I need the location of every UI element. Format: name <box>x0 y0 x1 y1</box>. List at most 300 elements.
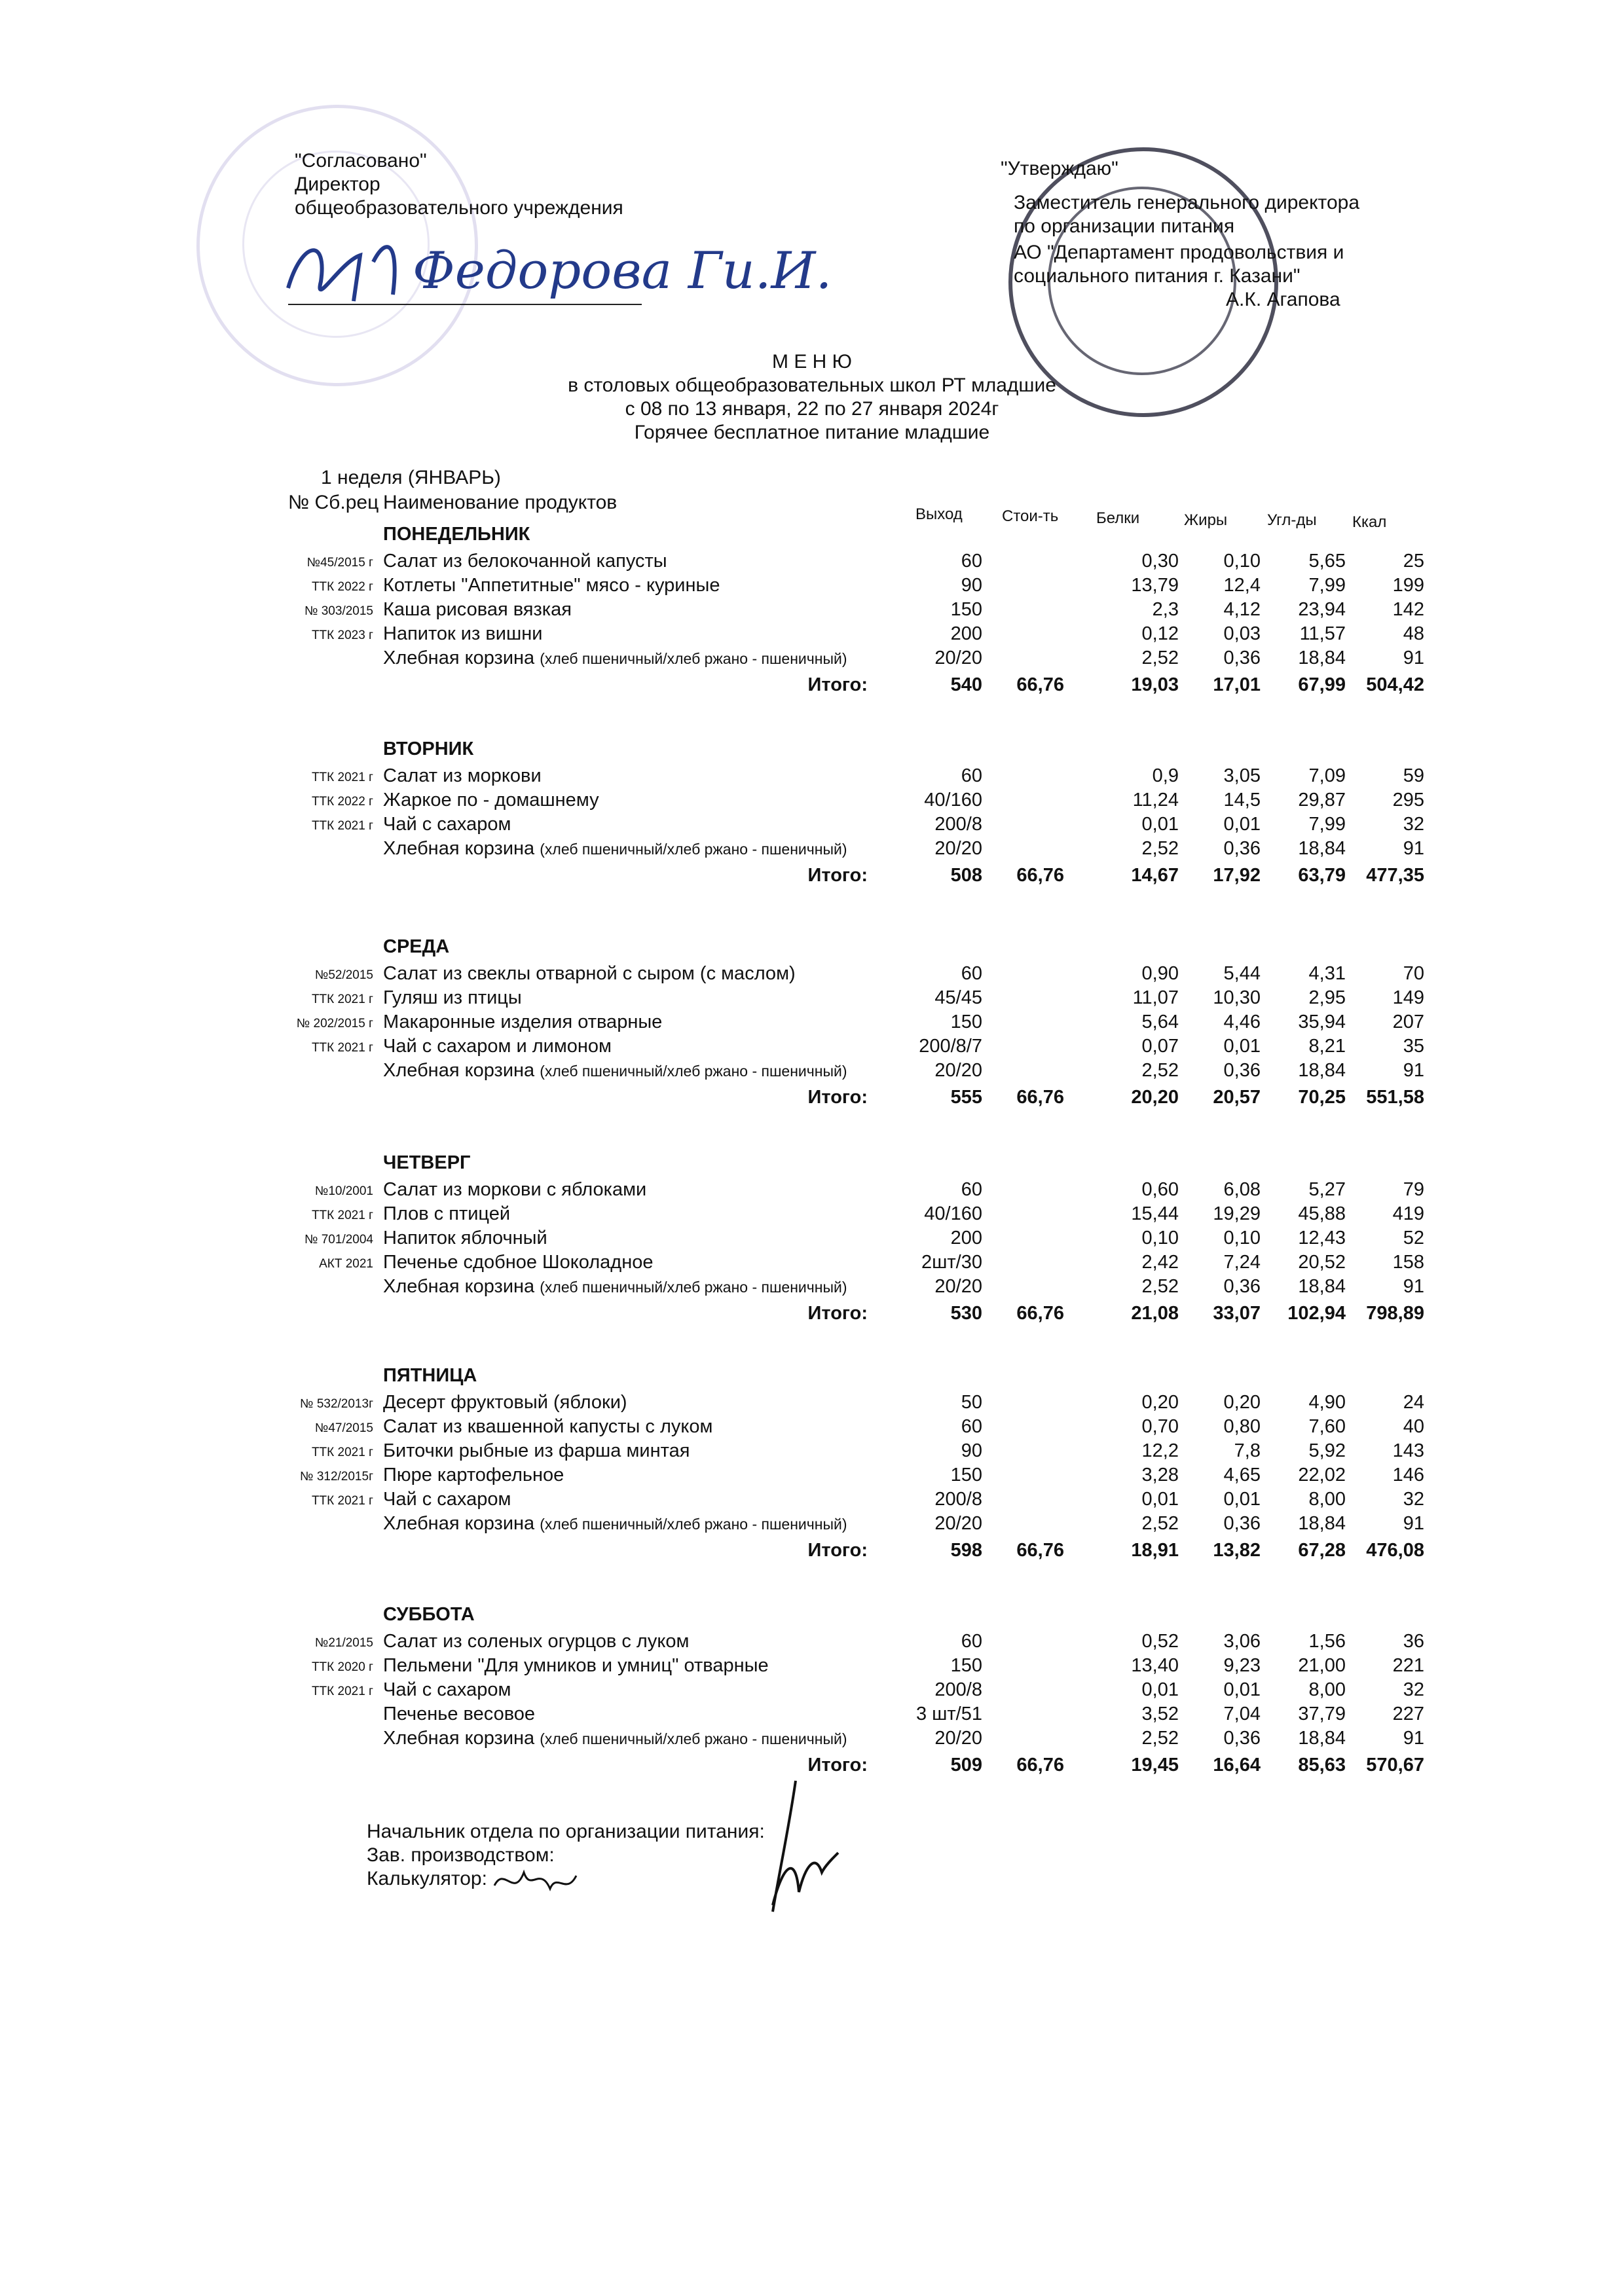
kcal: 48 <box>1403 623 1424 644</box>
col-b: Белки <box>1096 509 1140 527</box>
menu-row <box>0 987 1624 1011</box>
carbs: 22,02 <box>1298 1465 1346 1485</box>
fats: 0,01 <box>1223 1489 1261 1510</box>
recipe-code: ТТК 2020 г <box>311 1660 373 1674</box>
dish-title: Салат из квашенной капусты с луком <box>383 1416 713 1437</box>
col-out: Выход <box>915 505 963 523</box>
proteins: 2,52 <box>1141 1513 1179 1534</box>
proteins: 0,12 <box>1141 623 1179 644</box>
recipe-code: ТТК 2021 г <box>311 993 373 1006</box>
output: 60 <box>961 963 982 984</box>
fats: 19,29 <box>1213 1203 1261 1224</box>
menu-row <box>0 1728 1624 1751</box>
dish-note: (хлеб пшеничный/хлеб ржано - пшеничный) <box>540 650 847 667</box>
kcal: 419 <box>1392 1203 1424 1224</box>
dish-name <box>383 623 542 645</box>
recipe-code: № 202/2015 г <box>296 1017 373 1030</box>
menu-row <box>0 765 1624 789</box>
col-k: Ккал <box>1352 513 1387 531</box>
kcal: 70 <box>1403 963 1424 984</box>
carbs: 29,87 <box>1298 790 1346 811</box>
dish-title: Чай с сахаром <box>383 1489 511 1510</box>
proteins: 11,24 <box>1132 790 1179 811</box>
fats: 4,46 <box>1223 1011 1261 1032</box>
approval-right-line5: социального питания г. Казани" <box>1014 265 1301 287</box>
dish-title: Пельмени "Для умников и умниц" отварные <box>383 1655 769 1676</box>
fats: 0,01 <box>1223 814 1261 835</box>
calculator-signature <box>491 1859 589 1905</box>
dish-title: Котлеты "Аппетитные" мясо - куриные <box>383 575 720 596</box>
fats: 5,44 <box>1223 963 1261 984</box>
output: 150 <box>950 1011 982 1032</box>
dish-note: (хлеб пшеничный/хлеб ржано - пшеничный) <box>540 1516 847 1533</box>
fats: 0,36 <box>1223 838 1261 859</box>
proteins: 0,01 <box>1141 814 1179 835</box>
output: 200 <box>950 623 982 644</box>
total-fats: 16,64 <box>1213 1755 1261 1776</box>
total-proteins: 19,45 <box>1131 1755 1179 1776</box>
fats: 0,36 <box>1223 647 1261 668</box>
approval-right-line2: Заместитель генерального директора <box>1014 192 1360 213</box>
total-output: 598 <box>950 1540 982 1561</box>
recipe-code: №45/2015 г <box>306 556 373 570</box>
recipe-code: ТТК 2021 г <box>311 771 373 784</box>
carbs: 4,31 <box>1308 963 1346 984</box>
total-row <box>0 1540 1624 1563</box>
total-cost: 66,76 <box>1016 1303 1064 1324</box>
total-carbs: 70,25 <box>1298 1087 1346 1108</box>
dish-title: Печенье сдобное Шоколадное <box>383 1252 654 1273</box>
recipe-code: №52/2015 <box>314 968 373 982</box>
total-output: 508 <box>950 865 982 886</box>
kcal: 32 <box>1403 1679 1424 1700</box>
dish-title: Салат из соленых огурцов с луком <box>383 1631 690 1652</box>
dish-name <box>383 1392 627 1413</box>
dish-name <box>383 1631 689 1652</box>
fats: 9,23 <box>1223 1655 1261 1676</box>
menu-row <box>0 1203 1624 1227</box>
dish-name <box>383 1513 847 1535</box>
dish-name <box>383 1228 547 1249</box>
footer-line1: Начальник отдела по организации питания: <box>367 1821 765 1842</box>
dish-name <box>383 1203 510 1225</box>
kcal: 142 <box>1392 599 1424 620</box>
recipe-code: АКТ 2021 <box>319 1257 373 1271</box>
output: 20/20 <box>934 838 982 859</box>
dish-title: Салат из белокочанной капусты <box>383 551 667 572</box>
title-line1: М Е Н Ю <box>772 351 852 373</box>
title-line4: Горячее бесплатное питание младшие <box>634 422 990 443</box>
footer-signature <box>733 1774 930 1918</box>
total-kcal: 570,67 <box>1366 1755 1424 1776</box>
total-label: Итого: <box>807 865 868 886</box>
day-heading: СРЕДА <box>383 936 450 957</box>
dish-title: Печенье весовое <box>383 1704 536 1724</box>
total-row <box>0 674 1624 698</box>
dish-name <box>383 1440 690 1462</box>
dish-note: (хлеб пшеничный/хлеб ржано - пшеничный) <box>540 841 847 858</box>
output: 20/20 <box>934 1728 982 1749</box>
menu-row <box>0 1631 1624 1654</box>
kcal: 207 <box>1392 1011 1424 1032</box>
total-cost: 66,76 <box>1016 674 1064 695</box>
output: 150 <box>950 1655 982 1676</box>
menu-row <box>0 838 1624 862</box>
menu-row <box>0 1679 1624 1703</box>
output: 90 <box>961 1440 982 1461</box>
dish-name <box>383 838 847 860</box>
menu-row <box>0 1655 1624 1679</box>
menu-row <box>0 814 1624 837</box>
total-cost: 66,76 <box>1016 1087 1064 1108</box>
carbs: 4,90 <box>1308 1392 1346 1413</box>
kcal: 91 <box>1403 1728 1424 1749</box>
proteins: 0,01 <box>1141 1679 1179 1700</box>
dish-name <box>383 790 599 811</box>
carbs: 18,84 <box>1298 1513 1346 1534</box>
recipe-code: ТТК 2021 г <box>311 1494 373 1508</box>
total-label: Итого: <box>807 1540 868 1561</box>
fats: 0,03 <box>1223 623 1261 644</box>
menu-row <box>0 599 1624 623</box>
col-name: Наименование продуктов <box>383 492 618 513</box>
fats: 0,36 <box>1223 1060 1261 1081</box>
proteins: 2,42 <box>1141 1252 1179 1273</box>
fats: 0,36 <box>1223 1728 1261 1749</box>
total-fats: 20,57 <box>1213 1087 1261 1108</box>
output: 3 шт/51 <box>915 1704 982 1724</box>
dish-name <box>383 1465 564 1486</box>
proteins: 0,9 <box>1152 765 1179 786</box>
carbs: 35,94 <box>1298 1011 1346 1032</box>
dish-title: Чай с сахаром и лимоном <box>383 1036 612 1057</box>
kcal: 24 <box>1403 1392 1424 1413</box>
dish-title: Макаронные изделия отварные <box>383 1011 663 1032</box>
menu-row <box>0 1060 1624 1084</box>
total-proteins: 19,03 <box>1131 674 1179 695</box>
proteins: 3,28 <box>1141 1465 1179 1485</box>
recipe-code: ТТК 2022 г <box>311 580 373 594</box>
dish-title: Салат из моркови с яблоками <box>383 1179 647 1200</box>
dish-name <box>383 987 522 1009</box>
dish-title: Салат из моркови <box>383 765 542 786</box>
recipe-code: ТТК 2021 г <box>311 1041 373 1055</box>
fats: 7,24 <box>1223 1252 1261 1273</box>
day-heading: ЧЕТВЕРГ <box>383 1152 471 1173</box>
approval-right-line3: по организации питания <box>1014 215 1235 237</box>
carbs: 18,84 <box>1298 1728 1346 1749</box>
carbs: 8,21 <box>1308 1036 1346 1057</box>
fats: 3,05 <box>1223 765 1261 786</box>
output: 2шт/30 <box>921 1252 982 1273</box>
total-carbs: 63,79 <box>1298 865 1346 886</box>
total-fats: 17,92 <box>1213 865 1261 886</box>
recipe-code: № 303/2015 <box>304 604 373 618</box>
fats: 0,01 <box>1223 1036 1261 1057</box>
recipe-code: №47/2015 <box>314 1421 373 1435</box>
proteins: 2,3 <box>1152 599 1179 620</box>
proteins: 0,07 <box>1141 1036 1179 1057</box>
recipe-code: №10/2001 <box>314 1184 373 1198</box>
proteins: 0,20 <box>1141 1392 1179 1413</box>
total-kcal: 798,89 <box>1366 1303 1424 1324</box>
col-rec: № Сб.рец <box>288 492 379 513</box>
menu-row <box>0 1036 1624 1059</box>
dish-name <box>383 1060 847 1082</box>
total-kcal: 476,08 <box>1366 1540 1424 1561</box>
output: 20/20 <box>934 1060 982 1081</box>
carbs: 5,65 <box>1308 551 1346 572</box>
proteins: 2,52 <box>1141 1060 1179 1081</box>
kcal: 79 <box>1403 1179 1424 1200</box>
menu-row <box>0 790 1624 813</box>
dish-name <box>383 647 847 669</box>
day-heading: ПЯТНИЦА <box>383 1365 477 1386</box>
dish-name <box>383 1728 847 1749</box>
carbs: 18,84 <box>1298 838 1346 859</box>
menu-row <box>0 1179 1624 1203</box>
kcal: 36 <box>1403 1631 1424 1652</box>
dish-name <box>383 1011 662 1033</box>
kcal: 40 <box>1403 1416 1424 1437</box>
dish-title: Биточки рыбные из фарша минтая <box>383 1440 690 1461</box>
title-line3: с 08 по 13 января, 22 по 27 января 2024г <box>625 398 999 420</box>
total-output: 530 <box>950 1303 982 1324</box>
output: 60 <box>961 1179 982 1200</box>
dish-title: Чай с сахаром <box>383 1679 511 1700</box>
output: 200/8 <box>934 814 982 835</box>
kcal: 91 <box>1403 1513 1424 1534</box>
carbs: 8,00 <box>1308 1679 1346 1700</box>
menu-row <box>0 1416 1624 1440</box>
fats: 0,20 <box>1223 1392 1261 1413</box>
dish-title: Хлебная корзина <box>383 1728 535 1749</box>
dish-name <box>383 1679 511 1701</box>
dish-name <box>383 1252 654 1273</box>
fats: 0,10 <box>1223 551 1261 572</box>
kcal: 91 <box>1403 1276 1424 1297</box>
output: 60 <box>961 1416 982 1437</box>
output: 200 <box>950 1228 982 1248</box>
dish-title: Чай с сахаром <box>383 814 511 835</box>
carbs: 2,95 <box>1308 987 1346 1008</box>
dish-name <box>383 1036 612 1057</box>
carbs: 1,56 <box>1308 1631 1346 1652</box>
menu-row <box>0 623 1624 647</box>
menu-row <box>0 1276 1624 1300</box>
proteins: 0,10 <box>1141 1228 1179 1248</box>
total-kcal: 551,58 <box>1366 1087 1424 1108</box>
recipe-code: ТТК 2021 г <box>311 1209 373 1222</box>
proteins: 0,70 <box>1141 1416 1179 1437</box>
output: 20/20 <box>934 1513 982 1534</box>
dish-title: Десерт фруктовый (яблоки) <box>383 1392 627 1413</box>
total-output: 509 <box>950 1755 982 1776</box>
dish-title: Каша рисовая вязкая <box>383 599 572 620</box>
footer-line2: Зав. производством: <box>367 1844 555 1866</box>
total-carbs: 67,99 <box>1298 674 1346 695</box>
dish-name <box>383 814 511 835</box>
proteins: 15,44 <box>1131 1203 1179 1224</box>
proteins: 0,60 <box>1141 1179 1179 1200</box>
kcal: 32 <box>1403 1489 1424 1510</box>
total-label: Итого: <box>807 1087 868 1108</box>
total-row <box>0 865 1624 888</box>
menu-row <box>0 1228 1624 1251</box>
left-signature-text: Федорова Ги.И. <box>413 242 832 301</box>
total-cost: 66,76 <box>1016 865 1064 886</box>
dish-name <box>383 575 720 596</box>
proteins: 5,64 <box>1141 1011 1179 1032</box>
total-carbs: 85,63 <box>1298 1755 1346 1776</box>
total-cost: 66,76 <box>1016 1540 1064 1561</box>
output: 50 <box>961 1392 982 1413</box>
dish-title: Напиток яблочный <box>383 1228 547 1248</box>
carbs: 23,94 <box>1298 599 1346 620</box>
day-heading: ПОНЕДЕЛЬНИК <box>383 524 530 545</box>
fats: 6,08 <box>1223 1179 1261 1200</box>
carbs: 45,88 <box>1298 1203 1346 1224</box>
dish-title: Хлебная корзина <box>383 1060 535 1081</box>
kcal: 91 <box>1403 647 1424 668</box>
recipe-code: № 701/2004 <box>304 1233 373 1247</box>
menu-row <box>0 1392 1624 1415</box>
fats: 14,5 <box>1223 790 1261 811</box>
fats: 3,06 <box>1223 1631 1261 1652</box>
proteins: 0,90 <box>1141 963 1179 984</box>
total-fats: 33,07 <box>1213 1303 1261 1324</box>
carbs: 7,60 <box>1308 1416 1346 1437</box>
output: 40/160 <box>924 790 982 811</box>
total-fats: 13,82 <box>1213 1540 1261 1561</box>
col-f: Жиры <box>1184 511 1228 529</box>
carbs: 12,43 <box>1298 1228 1346 1248</box>
dish-title: Напиток из вишни <box>383 623 543 644</box>
recipe-code: № 312/2015г <box>300 1470 373 1484</box>
dish-title: Хлебная корзина <box>383 1276 535 1297</box>
proteins: 2,52 <box>1141 1728 1179 1749</box>
carbs: 18,84 <box>1298 1060 1346 1081</box>
recipe-code: ТТК 2021 г <box>311 1446 373 1459</box>
dish-note: (хлеб пшеничный/хлеб ржано - пшеничный) <box>540 1279 847 1296</box>
fats: 0,10 <box>1223 1228 1261 1248</box>
kcal: 25 <box>1403 551 1424 572</box>
total-label: Итого: <box>807 674 868 695</box>
dish-title: Хлебная корзина <box>383 838 535 859</box>
proteins: 2,52 <box>1141 838 1179 859</box>
approval-left-line1: "Согласовано" <box>295 150 427 172</box>
dish-title: Жаркое по - домашнему <box>383 790 599 811</box>
proteins: 11,07 <box>1132 987 1179 1008</box>
recipe-code: ТТК 2021 г <box>311 1685 373 1698</box>
output: 200/8 <box>934 1489 982 1510</box>
total-carbs: 67,28 <box>1298 1540 1346 1561</box>
output: 20/20 <box>934 1276 982 1297</box>
proteins: 2,52 <box>1141 1276 1179 1297</box>
carbs: 5,92 <box>1308 1440 1346 1461</box>
recipe-code: ТТК 2023 г <box>311 629 373 642</box>
kcal: 59 <box>1403 765 1424 786</box>
output: 45/45 <box>934 987 982 1008</box>
col-c: Угл-ды <box>1267 511 1317 529</box>
dish-title: Салат из свеклы отварной с сыром (с маслом) <box>383 963 796 984</box>
output: 150 <box>950 599 982 620</box>
fats: 12,4 <box>1223 575 1261 596</box>
kcal: 227 <box>1392 1704 1424 1724</box>
menu-row <box>0 1440 1624 1464</box>
menu-row <box>0 1465 1624 1488</box>
total-proteins: 20,20 <box>1131 1087 1179 1108</box>
proteins: 12,2 <box>1141 1440 1179 1461</box>
kcal: 146 <box>1392 1465 1424 1485</box>
total-proteins: 21,08 <box>1131 1303 1179 1324</box>
carbs: 18,84 <box>1298 647 1346 668</box>
menu-row <box>0 1252 1624 1275</box>
dish-name <box>383 1704 535 1725</box>
menu-row <box>0 1704 1624 1727</box>
kcal: 32 <box>1403 814 1424 835</box>
menu-row <box>0 575 1624 598</box>
dish-name <box>383 551 667 572</box>
dish-title: Пюре картофельное <box>383 1465 564 1485</box>
kcal: 221 <box>1392 1655 1424 1676</box>
proteins: 13,79 <box>1131 575 1179 596</box>
total-row <box>0 1303 1624 1326</box>
fats: 4,12 <box>1223 599 1261 620</box>
proteins: 0,52 <box>1141 1631 1179 1652</box>
recipe-code: ТТК 2021 г <box>311 819 373 833</box>
dish-name <box>383 599 572 621</box>
output: 200/8 <box>934 1679 982 1700</box>
menu-row <box>0 1489 1624 1512</box>
proteins: 13,40 <box>1131 1655 1179 1676</box>
carbs: 7,09 <box>1308 765 1346 786</box>
fats: 0,36 <box>1223 1513 1261 1534</box>
carbs: 7,99 <box>1308 814 1346 835</box>
carbs: 37,79 <box>1298 1704 1346 1724</box>
kcal: 91 <box>1403 1060 1424 1081</box>
kcal: 199 <box>1392 575 1424 596</box>
recipe-code: ТТК 2022 г <box>311 795 373 809</box>
dish-title: Хлебная корзина <box>383 647 535 668</box>
menu-row <box>0 1513 1624 1537</box>
total-label: Итого: <box>807 1303 868 1324</box>
output: 40/160 <box>924 1203 982 1224</box>
output: 150 <box>950 1465 982 1485</box>
kcal: 35 <box>1403 1036 1424 1057</box>
kcal: 149 <box>1392 987 1424 1008</box>
kcal: 52 <box>1403 1228 1424 1248</box>
approval-left-line2: Директор <box>295 173 380 195</box>
carbs: 7,99 <box>1308 575 1346 596</box>
dish-title: Хлебная корзина <box>383 1513 535 1534</box>
dish-name <box>383 765 542 787</box>
output: 20/20 <box>934 647 982 668</box>
fats: 7,04 <box>1223 1704 1261 1724</box>
total-cost: 66,76 <box>1016 1755 1064 1776</box>
menu-row <box>0 963 1624 987</box>
total-carbs: 102,94 <box>1287 1303 1346 1324</box>
proteins: 3,52 <box>1141 1704 1179 1724</box>
total-fats: 17,01 <box>1213 674 1261 695</box>
approval-right-line1: "Утверждаю" <box>1001 158 1118 179</box>
carbs: 21,00 <box>1298 1655 1346 1676</box>
recipe-code: №21/2015 <box>314 1636 373 1650</box>
fats: 4,65 <box>1223 1465 1261 1485</box>
dish-name <box>383 1489 511 1510</box>
carbs: 11,57 <box>1299 623 1346 644</box>
total-proteins: 18,91 <box>1131 1540 1179 1561</box>
